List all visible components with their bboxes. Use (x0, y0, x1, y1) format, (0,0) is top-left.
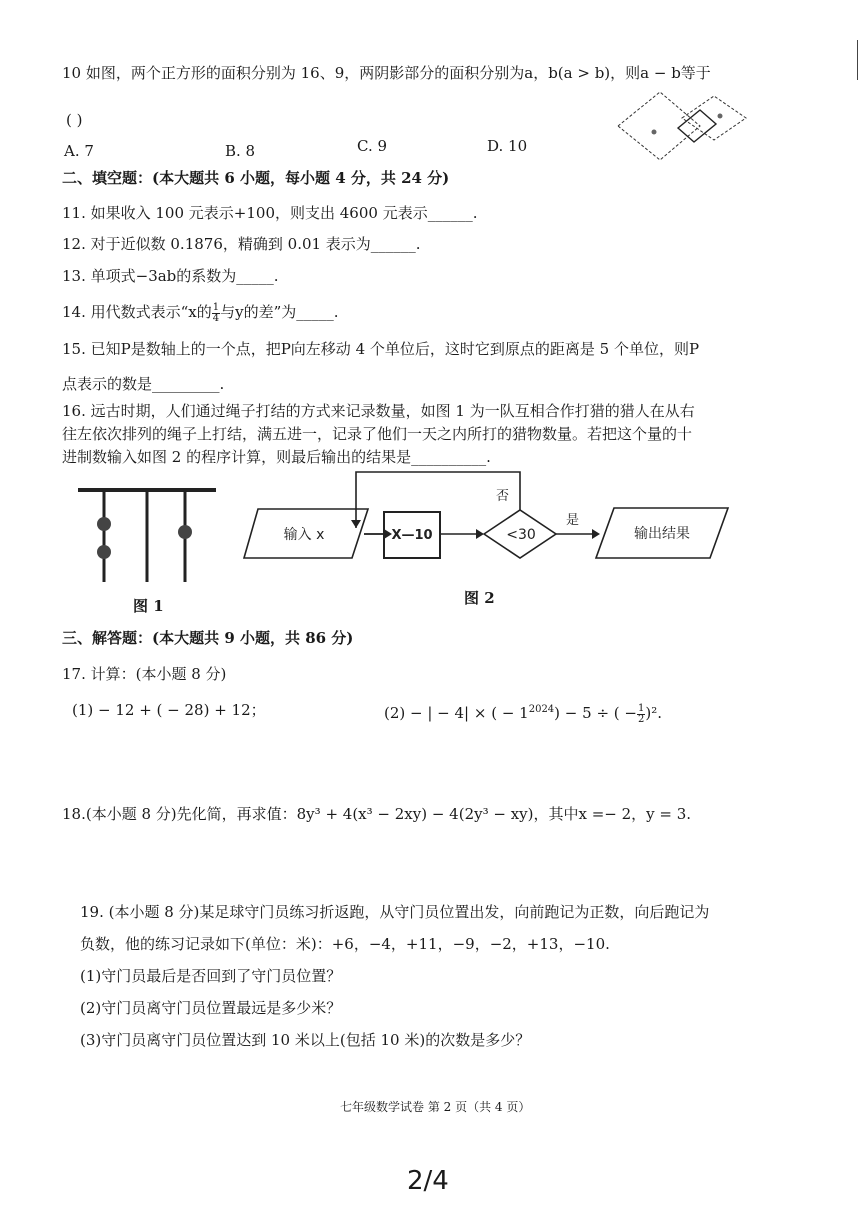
q17-part2-c: )². (645, 704, 662, 722)
q14-text (62, 302, 339, 324)
flow-no-label: 否 (496, 489, 510, 504)
figure2-label: 图 2 (464, 589, 495, 607)
q18-text: 18.(本小题 8 分)先化简，再求值：8y³ + 4(x³ − 2xy) − 4(2y³ − xy)，其中x =− 2，y = 3. (62, 805, 692, 823)
q10-option-b: B. 8 (225, 142, 256, 160)
figure2-flowchart (240, 462, 820, 574)
flow-yes-label: 是 (566, 513, 580, 528)
q13-text: 13. 单项式−3ab的系数为_____. (62, 267, 279, 285)
q17-part2-a: (2) − | − 4| × ( − 1 (384, 704, 529, 722)
q19-subquestion-2: (2)守门员离守门员位置最远是多少米？ (80, 999, 342, 1017)
scan-edge-mark (857, 40, 858, 80)
q16-line1: 16. 远古时期，人们通过绳子打结的方式来记录数量，如图 1 为一队互相合作打猎的猎人在从右 (62, 402, 695, 420)
q17-part1: (1) − 12 + ( − 28) + 12； (72, 701, 266, 719)
section3-title: 三、解答题：(本大题共 9 小题，共 86 分) (62, 629, 354, 647)
q10-option-a: A. 7 (64, 142, 94, 160)
q17-title: 17. 计算：(本小题 8 分) (62, 665, 227, 683)
q11-text: 11. 如果收入 100 元表示+100，则支出 4600 元表示______. (62, 204, 478, 222)
figure1-label: 图 1 (133, 597, 164, 615)
q10-text: 10 如图，两个正方形的面积分别为 16、9，两阴影部分的面积分别为a，b(a > b)，则a − b等于 (62, 64, 711, 82)
q15-line2: 点表示的数是_________. (62, 375, 225, 393)
q16-line3: 进制数输入如图 2 的程序计算，则最后输出的结果是__________. (62, 448, 491, 466)
q17-part2-exponent: 2024 (528, 704, 555, 715)
page-number: 2/4 (407, 1166, 449, 1196)
q10-option-d: D. 10 (487, 137, 528, 155)
q14-fraction-denominator: 4 (212, 312, 220, 324)
q10-squares-figure (612, 88, 752, 170)
q12-text: 12. 对于近似数 0.1876，精确到 0.01 表示为______. (62, 235, 421, 253)
flow-decision-label: <30 (506, 527, 536, 543)
flow-input-label: 输入 x (283, 527, 325, 543)
q15-line1: 15. 已知P是数轴上的一个点，把P向左移动 4 个单位后，这时它到原点的距离是 5 个单位，则P (62, 340, 700, 358)
q14-prefix: 14. 用代数式表示“x的 (62, 303, 212, 321)
page-footer: 七年级数学试卷 第 2 页（共 4 页） (340, 1100, 531, 1114)
flow-output-label: 输出结果 (634, 526, 690, 542)
q14-fraction (212, 303, 220, 324)
q10-answer-paren: ( ) (66, 111, 83, 129)
q19-line1: 19. (本小题 8 分)某足球守门员练习折返跑，从守门员位置出发，向前跑记为正数，向后跑记为 (80, 903, 710, 921)
figure1-knot-ropes (72, 484, 222, 594)
knot (97, 545, 111, 559)
q17-part2 (384, 700, 662, 725)
section2-title: 二、填空题：(本大题共 6 小题，每小题 4 分，共 24 分) (62, 169, 450, 187)
flow-process-label: X—10 (391, 528, 433, 543)
knot (178, 525, 192, 539)
q19-subquestion-3: (3)守门员离守门员位置达到 10 米以上(包括 10 米)的次数是多少？ (80, 1031, 531, 1049)
q10-option-c: C. 9 (357, 137, 388, 155)
knot (97, 517, 111, 531)
q14-fraction-numerator: 1 (212, 301, 220, 313)
q19-subquestion-1: (1)守门员最后是否回到了守门员位置？ (80, 967, 342, 985)
q19-line2: 负数，他的练习记录如下(单位：米)：+6，−4，+11，−9，−2，+13，−10. (80, 935, 610, 953)
q17-part2-b: ) − 5 ÷ ( − (554, 704, 637, 722)
q17-fraction-numerator: 1 (637, 702, 645, 714)
q17-fraction-denominator: 2 (637, 713, 645, 725)
q14-suffix: 与y的差”为_____. (220, 303, 339, 321)
q16-line2: 往左依次排列的绳子上打结，满五进一，记录了他们一天之内所打的猎物数量。若把这个量的十 (62, 425, 693, 443)
